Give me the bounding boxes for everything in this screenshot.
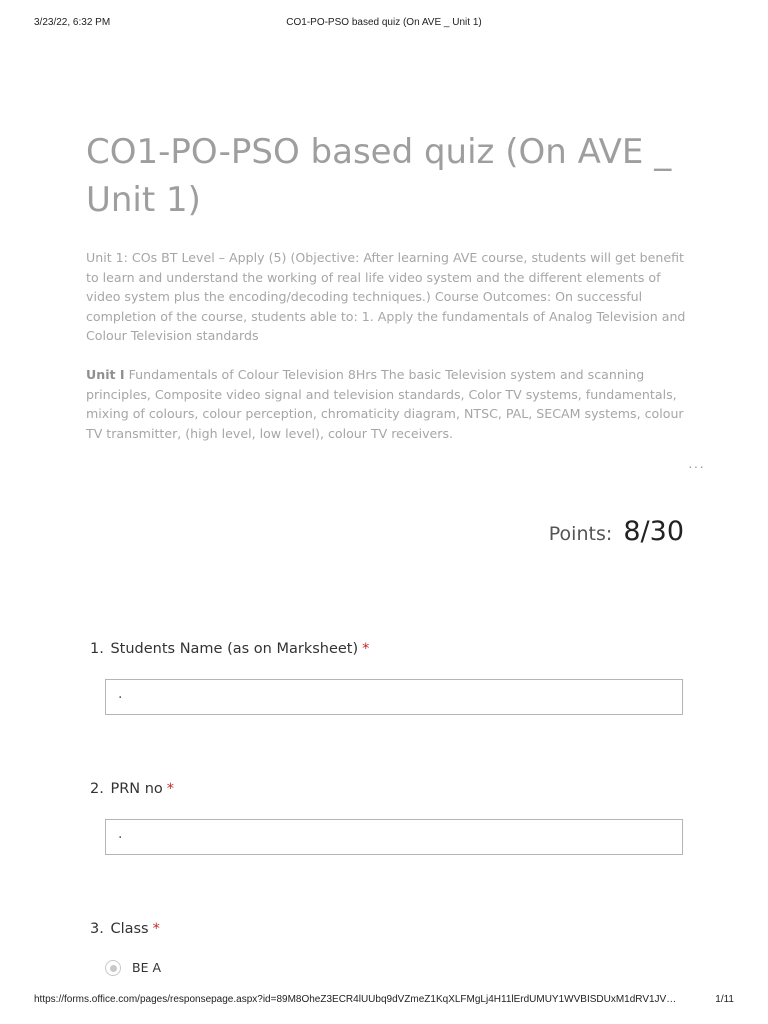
option-label: BE A: [132, 960, 161, 975]
required-marker: *: [166, 781, 175, 797]
students-name-field[interactable]: [105, 679, 683, 715]
answer-value: .: [118, 826, 123, 842]
points-value: 8/30: [623, 516, 684, 547]
prn-field[interactable]: [105, 819, 683, 855]
question-text: PRN no: [110, 781, 163, 797]
question-text: Students Name (as on Marksheet): [110, 641, 359, 657]
question-1: [90, 641, 690, 657]
print-header: [0, 17, 768, 31]
points-summary: [549, 516, 684, 547]
question-3: [90, 921, 690, 937]
description-paragraph: Unit 1: COs BT Level – Apply (5) (Objective: After learning AVE course, students will get benefit to learn and understand the working of real life video system and the different elements of video system plus the encoding/decoding techniques.) Course Outcomes: On successful completion of the course, students able to: 1. Apply the fundamentals of Analog Television and Colour Television standards: [86, 250, 686, 344]
print-datetime: 3/23/22, 6:32 PM: [34, 17, 111, 28]
print-page-title: CO1-PO-PSO based quiz (On AVE _ Unit 1): [286, 17, 482, 28]
points-label: Points:: [548, 523, 613, 545]
syllabus-text: Fundamentals of Colour Television 8Hrs The basic Television system and scanning principles, Composite video signal and television standards, Color TV systems, fundamentals, mixing of colours, colour perception, chromaticity diagram, NTSC, PAL, SECAM systems, colour TV transmitter, (high level, low level), colour TV receivers.: [86, 366, 684, 441]
radio-selected-icon[interactable]: [105, 960, 121, 976]
print-footer: [0, 994, 768, 1008]
form-title: CO1-PO-PSO based quiz (On AVE _ Unit 1): [86, 132, 672, 220]
page-url: https://forms.office.com/pages/responsepage.aspx?id=89M8OheZ3ECR4lUUbq9dVZmeZ1KqXLFMgLj4H11lErdUMUY1WVBISDUxM1dRV1JV…: [34, 994, 677, 1005]
ellipsis-icon[interactable]: ···: [688, 458, 705, 474]
question-2: [90, 781, 690, 797]
required-marker: *: [362, 641, 370, 657]
question-number: 2.: [90, 781, 104, 797]
question-number: 1.: [90, 641, 104, 657]
question-number: 3.: [90, 921, 104, 937]
question-text: Class: [110, 921, 149, 937]
answer-value: .: [118, 686, 123, 702]
syllabus-paragraph: [86, 365, 686, 443]
page-number: 1/11: [715, 994, 734, 1005]
unit-heading: Unit I: [86, 366, 125, 382]
form-description: [86, 248, 686, 462]
required-marker: *: [152, 921, 160, 937]
